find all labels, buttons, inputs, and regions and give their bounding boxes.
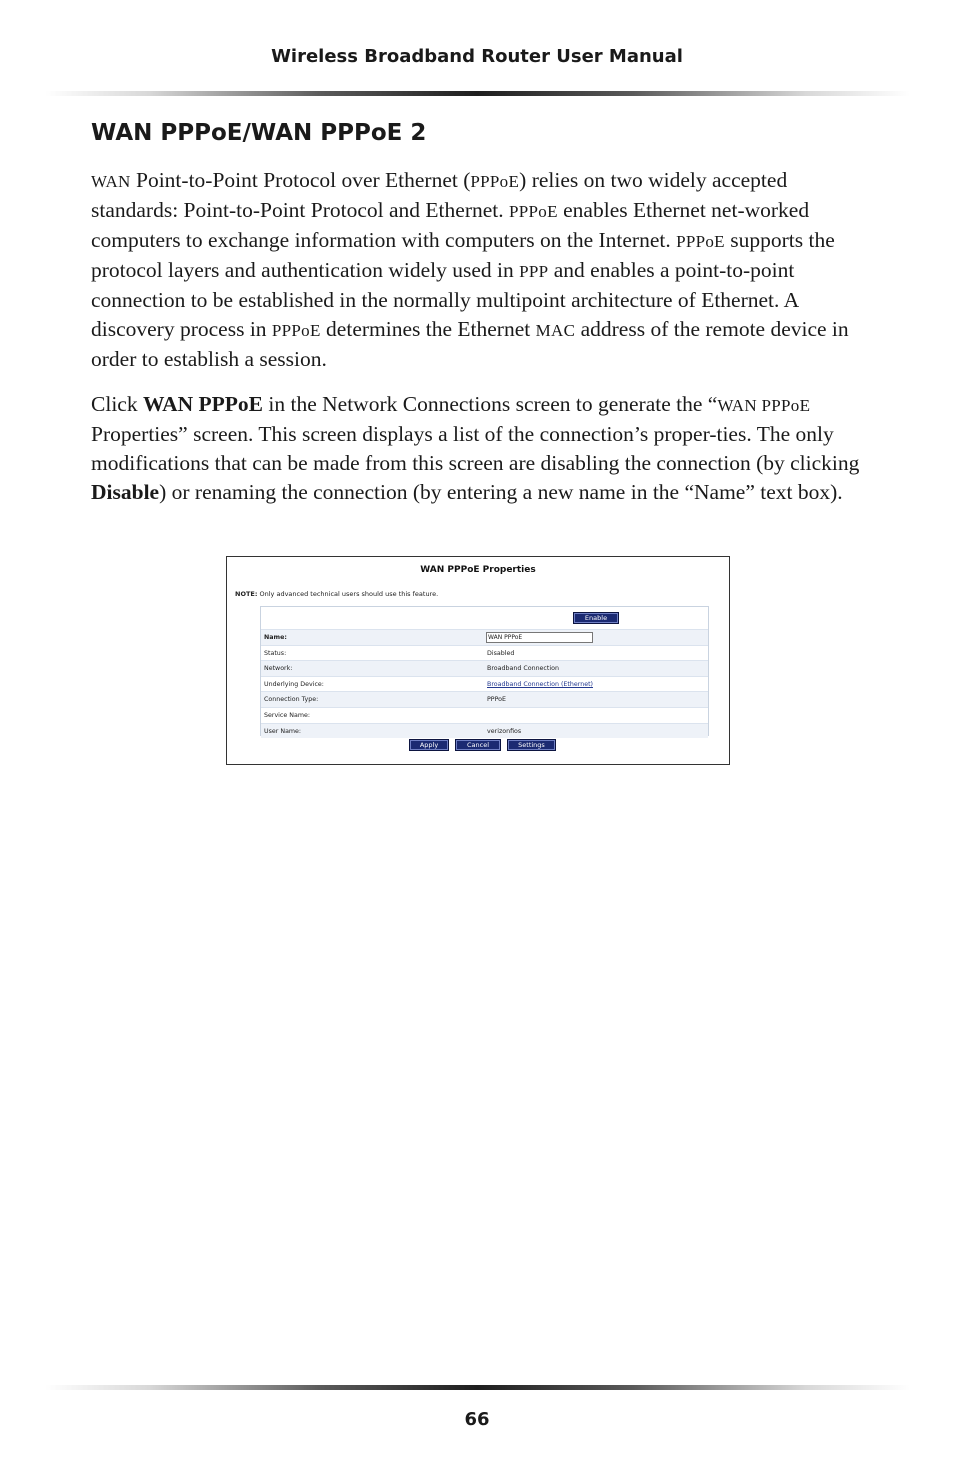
body-paragraph-1 (91, 166, 861, 374)
ui-term: Disable (91, 480, 160, 504)
paragraph-text: and enables a point-to-point connection to be established in the normally multipoint architecture of Ethernet. A discovery process in (91, 258, 798, 341)
properties-panel (260, 606, 709, 736)
ui-term: WAN PPPoE (142, 392, 264, 416)
enable-button[interactable]: Enable (573, 612, 619, 624)
note-label: NOTE: (235, 590, 258, 598)
row-value: Disabled (487, 649, 515, 657)
warning-note (235, 590, 438, 598)
row-label: Service Name: (264, 711, 310, 719)
table-row-status (261, 645, 708, 661)
underlying-device-link[interactable]: Broadband Connection (Ethernet) (487, 680, 593, 688)
table-row-service-name (261, 707, 708, 723)
paragraph-text: Properties” screen. This screen displays a list of the connection’s proper-ties. The only modifications that can be made from this screen are disabling the connection (by clicking (91, 422, 860, 475)
acronym: PPPoE (509, 202, 558, 221)
properties-table (261, 629, 708, 738)
page-number: 66 (464, 1409, 490, 1430)
paragraph-text: Click (91, 392, 143, 416)
body-paragraph-2 (91, 390, 861, 507)
paragraph-text: in the Network Connections screen to generate the “ (263, 392, 718, 416)
acronym: PPPoE (470, 172, 520, 191)
footer-rule (45, 1385, 910, 1390)
row-label: Name: (264, 634, 287, 641)
row-label: Status: (264, 649, 287, 657)
screenshot-title: WAN PPPoE Properties (420, 565, 536, 575)
cancel-button[interactable]: Cancel (455, 739, 501, 751)
table-row-network (261, 660, 708, 676)
acronym: PPPoE (271, 321, 321, 340)
header-rule (45, 91, 910, 96)
row-value: Broadband Connection (487, 665, 559, 673)
row-label: Underlying Device: (264, 680, 324, 688)
acronym: WAN PPPoE (717, 396, 811, 415)
row-label: Connection Type: (264, 696, 319, 704)
paragraph-text: enables Ethernet net-worked computers to exchange information with computers on the Internet. (91, 198, 810, 252)
table-row-name (261, 629, 708, 645)
properties-screenshot (226, 556, 730, 765)
table-row-connection-type (261, 691, 708, 707)
table-row-underlying-device (261, 676, 708, 692)
table-row-user-name (261, 723, 708, 739)
paragraph-text: Point-to-Point Protocol over Ethernet ( (130, 168, 471, 192)
paragraph-text: address of the remote device in order to establish a session. (91, 317, 849, 371)
row-value: PPPoE (487, 696, 506, 704)
acronym: WAN (91, 172, 131, 191)
paragraph-text: supports the protocol layers and authentication widely used in (91, 228, 835, 282)
paragraph-text: determines the Ethernet (320, 317, 536, 341)
acronym: MAC (535, 321, 576, 340)
row-label: Network: (264, 665, 293, 673)
section-heading: WAN PPPoE/WAN PPPoE 2 (91, 120, 427, 146)
running-header: Wireless Broadband Router User Manual (271, 46, 683, 67)
apply-button[interactable]: Apply (409, 739, 449, 751)
row-label: User Name: (264, 727, 302, 735)
acronym: PPP (519, 262, 549, 281)
row-value: verizonfios (487, 727, 522, 735)
name-input[interactable]: WAN PPPoE (486, 632, 593, 643)
acronym: PPPoE (676, 232, 725, 251)
note-text: Only advanced technical users should use this feature. (257, 590, 439, 598)
settings-button[interactable]: Settings (507, 739, 556, 751)
paragraph-text: ) or renaming the connection (by entering a new name in the “Name” text box). (159, 480, 843, 504)
paragraph-text: ) relies on two widely accepted standards: Point-to-Point Protocol and Ethernet. (91, 168, 788, 222)
